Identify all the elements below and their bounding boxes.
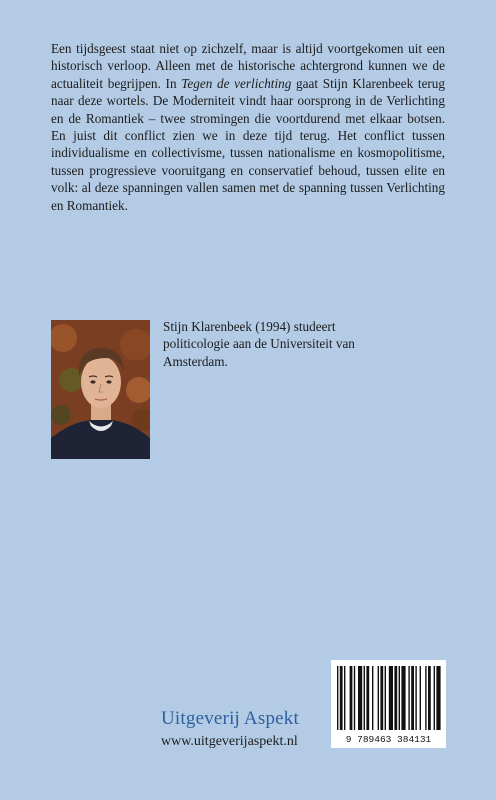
publisher-website[interactable]: www.uitgeverijaspekt.nl bbox=[161, 734, 298, 749]
barcode-bar bbox=[425, 666, 426, 730]
barcode-bar bbox=[408, 666, 409, 730]
barcode-bar bbox=[372, 666, 373, 730]
barcode-bar bbox=[389, 666, 393, 730]
barcode-bar bbox=[401, 666, 405, 730]
barcode-bar bbox=[344, 666, 345, 730]
isbn-barcode bbox=[331, 660, 446, 748]
barcode-bar bbox=[350, 666, 353, 730]
barcode-bar bbox=[385, 666, 386, 730]
barcode-bar bbox=[337, 666, 338, 730]
blurb-book-title: Tegen de verlichting bbox=[181, 75, 292, 91]
barcode-bar bbox=[378, 666, 379, 730]
barcode-bar bbox=[434, 666, 435, 730]
author-photo bbox=[51, 320, 150, 459]
barcode-bar bbox=[428, 666, 431, 730]
barcode-bar bbox=[394, 666, 397, 730]
barcode-bar bbox=[436, 666, 440, 730]
barcode-bar bbox=[411, 666, 414, 730]
barcode-bar bbox=[366, 666, 369, 730]
publisher-name: Uitgeverij Aspekt bbox=[161, 708, 299, 729]
barcode-bar bbox=[415, 666, 416, 730]
barcode-bar bbox=[420, 666, 421, 730]
blurb-text-part2: gaat Stijn Klarenbeek terug naar deze wortels. De Moderniteit vindt haar oorsprong in de Verlichting en de Romantiek – twee stromingen die voortdurend met elkaar botsen. En juist dit conflict zien we in deze tijd terug. Het conflict tussen individualisme en collectivisme, tussen nationalisme en kosmopolitisme, tussen progressieve vooruitgang en conservatief behoud, tussen elite en volk: al deze spanningen vallen samen met de spanning tussen Verlichting en Romantiek. bbox=[51, 75, 445, 213]
barcode-bar bbox=[358, 666, 362, 730]
barcode-bar bbox=[340, 666, 343, 730]
barcode-bar bbox=[380, 666, 383, 730]
back-cover-blurb bbox=[51, 40, 445, 214]
barcode-bar bbox=[354, 666, 355, 730]
barcode-bar bbox=[399, 666, 400, 730]
barcode-bar bbox=[364, 666, 365, 730]
barcode-digits: 9 789463 384131 bbox=[345, 734, 432, 745]
blurb-text-part1: Een tijdsgeest staat niet op zichzelf, maar is altijd voortgekomen uit een historisch verloop. Alleen met de historische achtergrond kunnen we de actualiteit begrijpen. In bbox=[51, 41, 445, 91]
author-bio: Stijn Klarenbeek (1994) studeert politicologie aan de Universiteit van Amsterdam. bbox=[163, 319, 355, 369]
